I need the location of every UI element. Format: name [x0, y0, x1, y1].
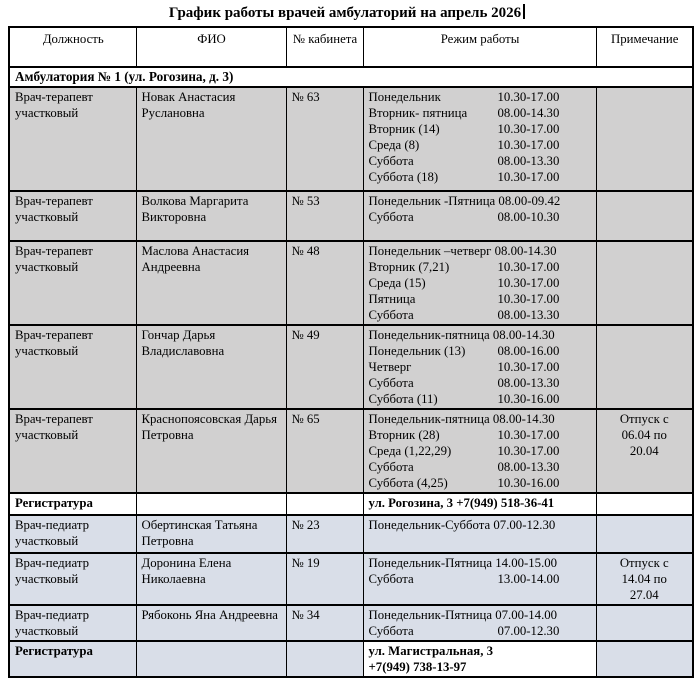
doctor-row — [9, 87, 693, 191]
schedule-line: Суббота 07.00-12.30 — [368, 624, 560, 638]
text-cursor — [523, 4, 525, 19]
position-cell: Врач-педиатр участковый — [9, 515, 136, 553]
schedule-line: Суббота 08.00-10.30 — [368, 210, 560, 224]
schedule-line: Среда (15) 10.30-17.00 — [368, 276, 560, 290]
schedule-line: Суббота (11) 10.30-16.00 — [368, 392, 560, 406]
note-cell — [596, 241, 693, 325]
empty-cell — [286, 641, 363, 677]
note-cell — [596, 515, 693, 553]
registry-address-cell — [363, 641, 596, 677]
schedule-line: Суббота 08.00-13.30 — [368, 308, 560, 322]
position-cell: Врач-терапевт участковый — [9, 191, 136, 241]
note-cell — [596, 325, 693, 409]
position-cell: Врач-терапевт участковый — [9, 325, 136, 409]
schedule-cell — [363, 515, 596, 553]
schedule-cell — [363, 241, 596, 325]
room-cell: № 49 — [286, 325, 363, 409]
room-cell: № 19 — [286, 553, 363, 605]
doctor-row — [9, 241, 693, 325]
doctor-row — [9, 191, 693, 241]
name-cell: Обертинская Татьяна Петровна — [136, 515, 286, 553]
schedule-cell — [363, 605, 596, 641]
schedule-line: Пятница 10.30-17.00 — [368, 292, 560, 306]
schedule-line: Понедельник-пятница 08.00-14.30 — [368, 328, 555, 342]
note-cell — [596, 87, 693, 191]
doctor-row — [9, 553, 693, 605]
note-cell — [596, 605, 693, 641]
room-cell: № 48 — [286, 241, 363, 325]
registry-address-cell — [363, 493, 596, 515]
schedule-line: Понедельник-Суббота 07.00-12.30 — [368, 518, 556, 532]
position-cell: Врач-терапевт участковый — [9, 241, 136, 325]
schedule-line: Вторник- пятница 08.00-14.30 — [368, 106, 560, 120]
section-row — [9, 67, 693, 87]
room-cell: № 65 — [286, 409, 363, 493]
section-title: Амбулатория № 1 (ул. Рогозина, д. 3) — [9, 67, 693, 87]
schedule-cell — [363, 409, 596, 493]
registry-address-line1: ул. Магистральная, 3 — [368, 644, 494, 658]
header-name: ФИО — [136, 27, 286, 67]
name-cell: Доронина Елена Николаевна — [136, 553, 286, 605]
position-cell: Врач-терапевт участковый — [9, 409, 136, 493]
schedule-line: Понедельник-пятница 08.00-14.30 — [368, 412, 555, 426]
registry-address-line2: +7(949) 738-13-97 — [368, 660, 467, 674]
header-position: Должность — [9, 27, 136, 67]
schedule-line: Суббота 08.00-13.30 — [368, 154, 560, 168]
note-cell — [596, 191, 693, 241]
name-cell: Рябоконь Яна Андреевна — [136, 605, 286, 641]
note-cell: Отпуск с 14.04 по 27.04 — [596, 553, 693, 605]
empty-cell — [286, 493, 363, 515]
registry-address: ул. Рогозина, 3 +7(949) 518-36-41 — [368, 496, 555, 510]
name-cell: Новак Анастасия Руслановна — [136, 87, 286, 191]
schedule-cell — [363, 553, 596, 605]
schedule-line: Суббота (18) 10.30-17.00 — [368, 170, 560, 184]
doctor-row — [9, 515, 693, 553]
document-title-text: График работы врачей амбулаторий на апрель 2026 — [168, 5, 522, 21]
room-cell: № 53 — [286, 191, 363, 241]
room-cell: № 34 — [286, 605, 363, 641]
document-title — [0, 4, 694, 22]
header-room: № кабинета — [286, 27, 363, 67]
schedule-line: Понедельник-Пятница 07.00-14.00 — [368, 608, 558, 622]
name-cell: Маслова Анастасия Андреевна — [136, 241, 286, 325]
registry-label: Регистратура — [9, 493, 136, 515]
schedule-line: Понедельник -Пятница 08.00-09.42 — [368, 194, 561, 208]
doctor-row — [9, 605, 693, 641]
schedule-line: Среда (1,22,29) 10.30-17.00 — [368, 444, 560, 458]
empty-cell — [596, 641, 693, 677]
schedule-line: Среда (8) 10.30-17.00 — [368, 138, 560, 152]
room-cell: № 63 — [286, 87, 363, 191]
schedule-line: Вторник (7,21) 10.30-17.00 — [368, 260, 560, 274]
empty-cell — [136, 493, 286, 515]
registry-row — [9, 641, 693, 677]
header-note: Примечание — [596, 27, 693, 67]
schedule-line: Понедельник –четверг 08.00-14.30 — [368, 244, 557, 258]
schedule-cell — [363, 191, 596, 241]
note-cell: Отпуск с 06.04 по 20.04 — [596, 409, 693, 493]
position-cell: Врач-педиатр участковый — [9, 553, 136, 605]
schedule-table — [8, 26, 694, 678]
schedule-line: Суббота 08.00-13.30 — [368, 460, 560, 474]
schedule-line: Четверг 10.30-17.00 — [368, 360, 560, 374]
registry-row — [9, 493, 693, 515]
name-cell: Волкова Маргарита Викторовна — [136, 191, 286, 241]
empty-cell — [596, 493, 693, 515]
schedule-cell — [363, 87, 596, 191]
empty-cell — [136, 641, 286, 677]
name-cell: Краснопоясовская Дарья Петровна — [136, 409, 286, 493]
schedule-line: Понедельник-Пятница 14.00-15.00 — [368, 556, 558, 570]
schedule-line: Вторник (28) 10.30-17.00 — [368, 428, 560, 442]
schedule-line: Понедельник (13) 08.00-16.00 — [368, 344, 560, 358]
position-cell: Врач-педиатр участковый — [9, 605, 136, 641]
room-cell: № 23 — [286, 515, 363, 553]
name-cell: Гончар Дарья Владиславовна — [136, 325, 286, 409]
schedule-line: Вторник (14) 10.30-17.00 — [368, 122, 560, 136]
schedule-line: Суббота (4,25) 10.30-16.00 — [368, 476, 560, 490]
schedule-line: Понедельник 10.30-17.00 — [368, 90, 560, 104]
header-schedule: Режим работы — [363, 27, 596, 67]
schedule-line: Суббота 08.00-13.30 — [368, 376, 560, 390]
doctor-row — [9, 325, 693, 409]
schedule-line: Суббота 13.00-14.00 — [368, 572, 560, 586]
schedule-cell — [363, 325, 596, 409]
table-header-row — [9, 27, 693, 67]
position-cell: Врач-терапевт участковый — [9, 87, 136, 191]
doctor-row — [9, 409, 693, 493]
registry-label: Регистратура — [9, 641, 136, 677]
